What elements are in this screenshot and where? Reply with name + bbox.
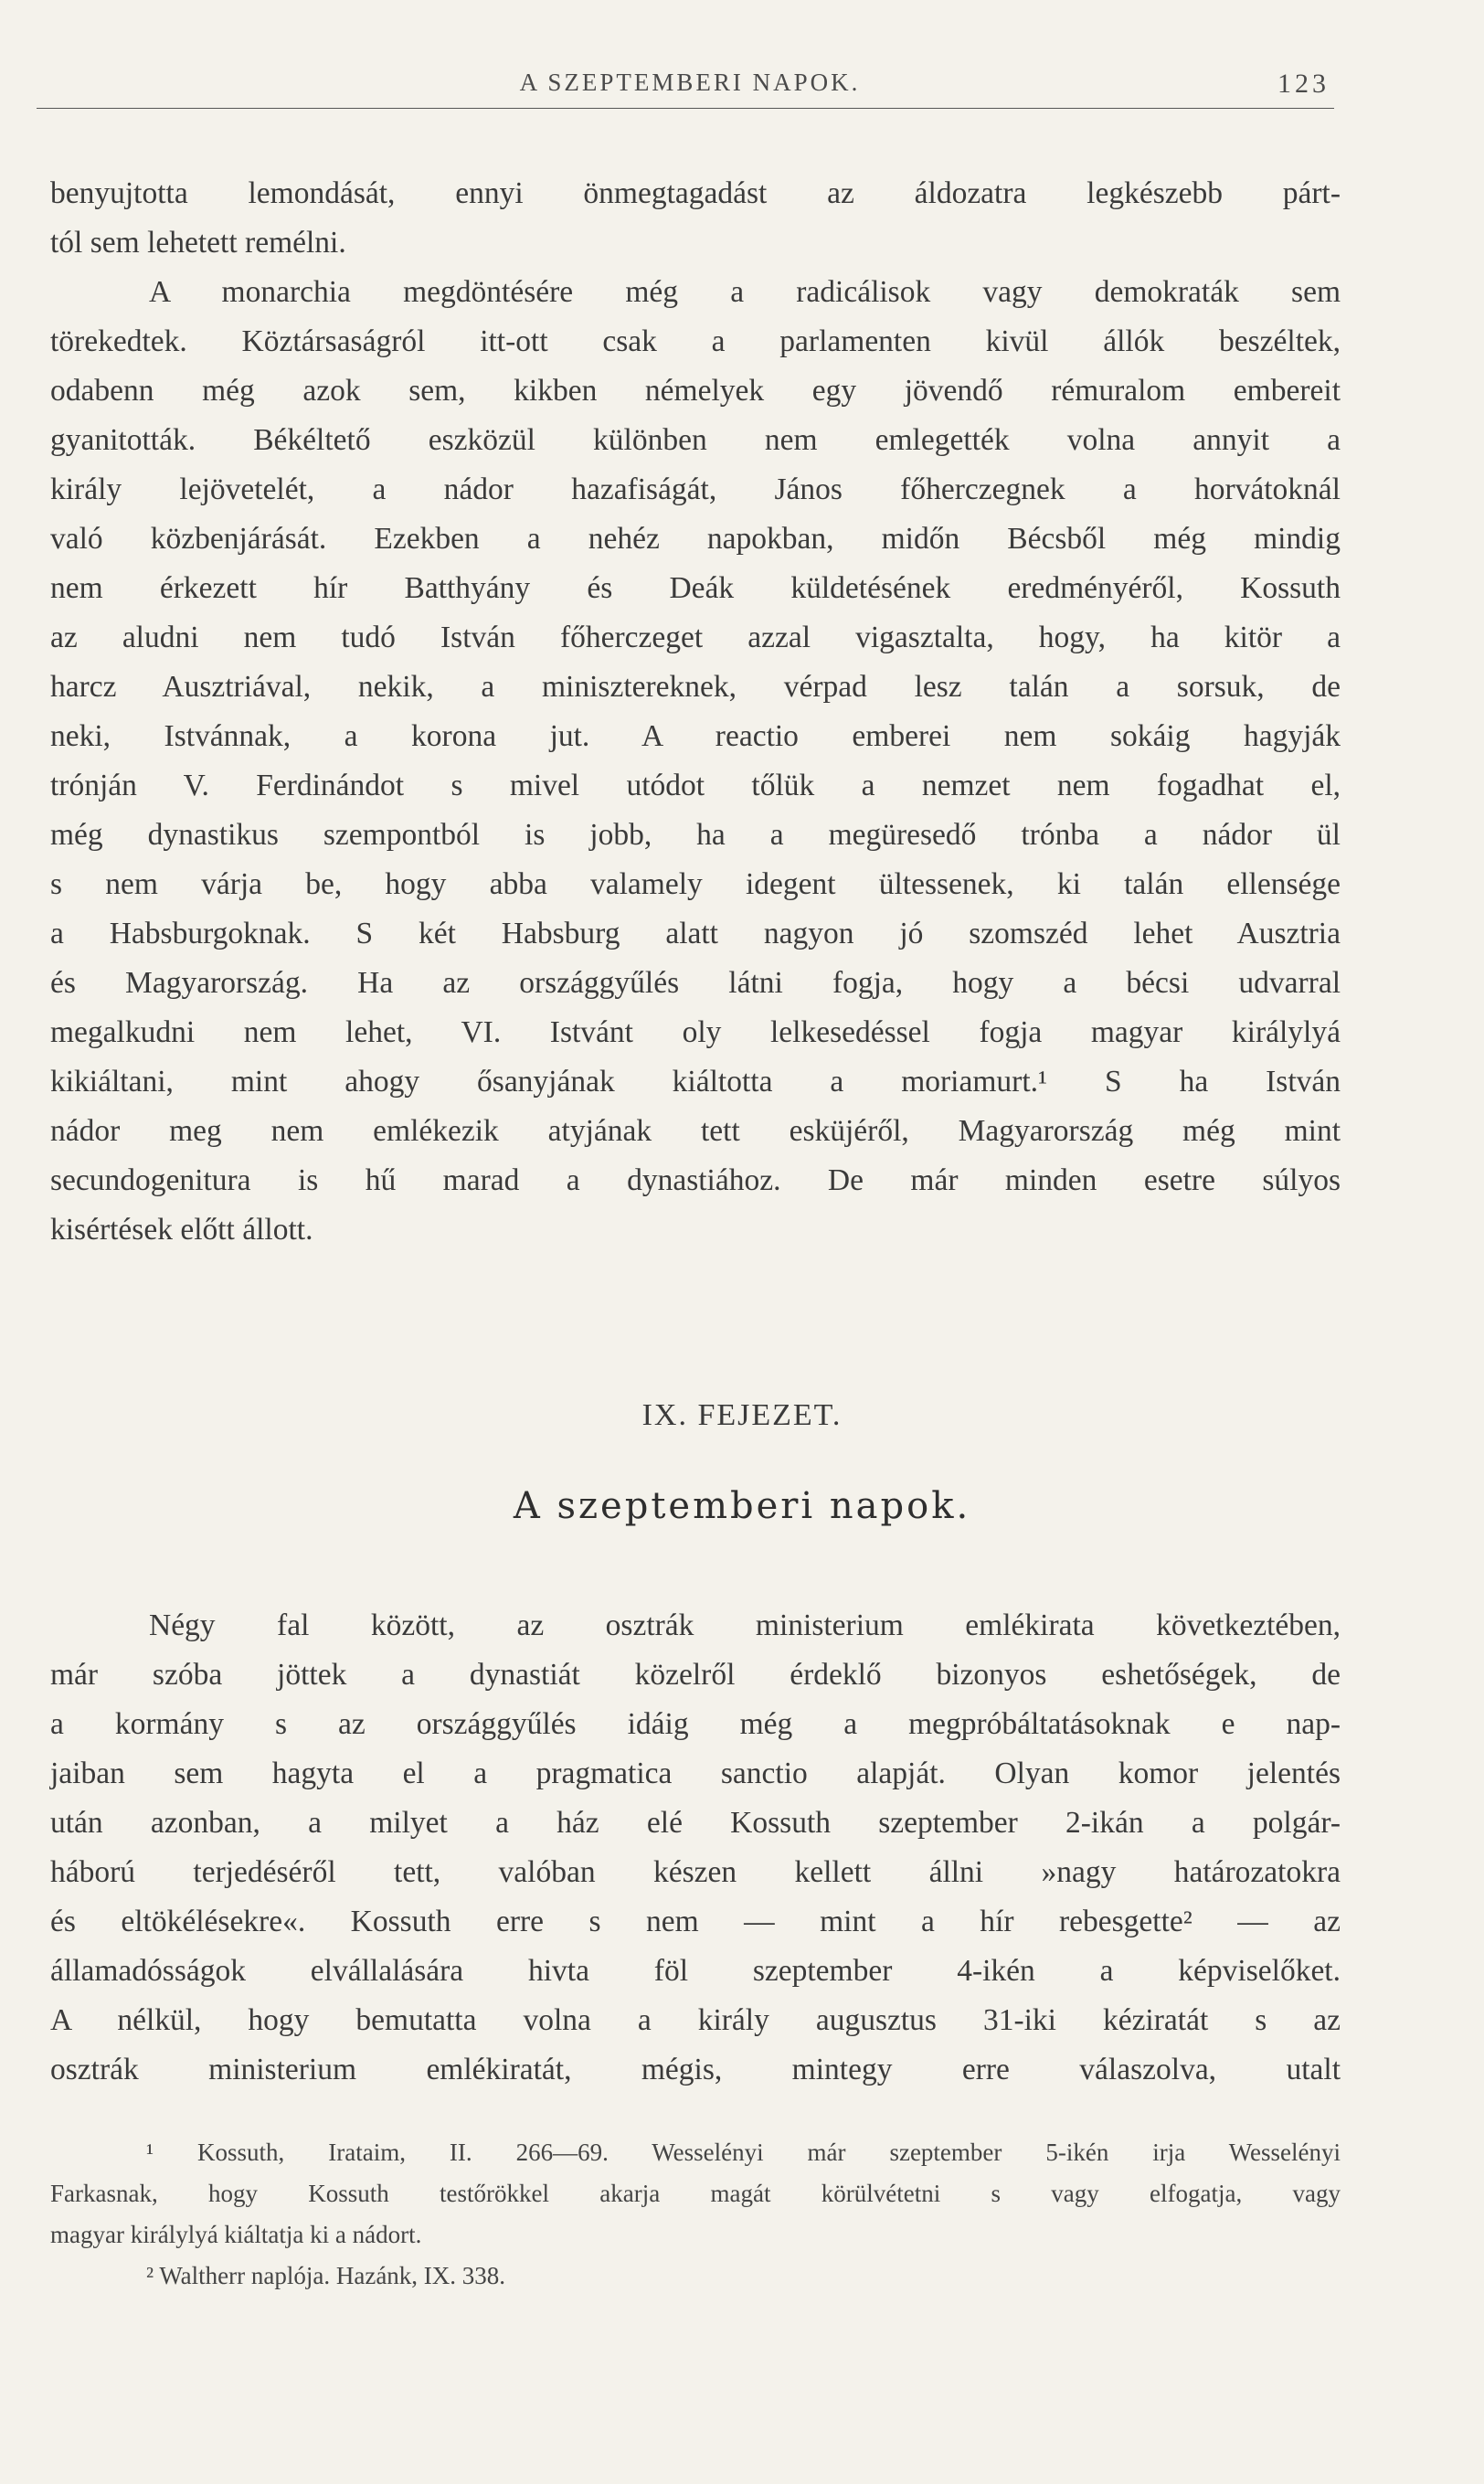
text-line: A nélkül, hogy bemutatta volna a király augusztus 31-iki kéziratát s az — [50, 2003, 1341, 2037]
text-line: már szóba jöttek a dynastiát közelről érdeklő bizonyos eshetőségek, de — [50, 1658, 1341, 1692]
text-line: s nem várja be, hogy abba valamely idegent ültessenek, ki talán ellensége — [50, 867, 1341, 901]
text-line: a Habsburgoknak. S két Habsburg alatt nagyon jó szomszéd lehet Ausztria — [50, 917, 1341, 950]
footnote-line: ² Waltherr naplója. Hazánk, IX. 338. — [146, 2262, 506, 2289]
text-line: benyujtotta lemondását, ennyi önmegtagadást az áldozatra legkészebb párt- — [50, 176, 1341, 210]
header-rule — [37, 108, 1334, 109]
paragraph-negy-fal — [50, 1601, 1341, 2095]
footnotes — [50, 2132, 1341, 2297]
text-line: államadósságok elvállalására hivta föl szeptember 4-ikén a képviselőket. — [50, 1954, 1341, 1988]
text-line: odabenn még azok sem, kikben némelyek egy jövendő rémuralom embereit — [50, 374, 1341, 408]
text-line: háború terjedéséről tett, valóban készen kellett állni »nagy határozatokra — [50, 1855, 1341, 1889]
text-line: nádor meg nem emlékezik atyjának tett esküjéről, Magyarország még mint — [50, 1114, 1341, 1148]
text-line: és eltökélésekre«. Kossuth erre s nem — mint a hír rebesgette² — az — [50, 1905, 1341, 1938]
text-line: secundogenitura is hű marad a dynastiához. De már minden esetre súlyos — [50, 1163, 1341, 1197]
text-line: a kormány s az országgyűlés idáig még a megpróbáltatásoknak e nap- — [50, 1707, 1341, 1741]
text-line: jaiban sem hagyta el a pragmatica sanctio alapját. Olyan komor jelentés — [50, 1757, 1341, 1790]
footnote-line: ¹ Kossuth, Irataim, II. 266—69. Wesselényi már szeptember 5-ikén irja Wesselényi — [146, 2139, 1341, 2166]
text-line: kisértések előtt állott. — [50, 1213, 313, 1247]
paragraph-monarchia — [50, 268, 1341, 1255]
text-line: megalkudni nem lehet, VI. Istvánt oly lelkesedéssel fogja magyar királylyá — [50, 1015, 1341, 1049]
text-line: trónján V. Ferdinándot s mivel utódot tőlük a nemzet nem fogadhat el, — [50, 769, 1341, 802]
text-line: Négy fal között, az osztrák ministerium emlékirata következtében, — [149, 1608, 1341, 1642]
text-line: és Magyarország. Ha az országgyűlés látni fogja, hogy a bécsi udvarral — [50, 966, 1341, 1000]
running-title: A SZEPTEMBERI NAPOK. — [519, 69, 861, 96]
text-line: A monarchia megdöntésére még a radicálisok vagy demokraták sem — [149, 275, 1341, 309]
text-line: való közbenjárását. Ezekben a nehéz napokban, midőn Bécsből még mindig — [50, 522, 1341, 556]
text-line: osztrák ministerium emlékiratát, mégis, mintegy erre válaszolva, utalt — [50, 2053, 1341, 2086]
text-line: után azonban, a milyet a ház elé Kossuth szeptember 2-ikán a polgár- — [50, 1806, 1341, 1840]
text-line: harcz Ausztriával, nekik, a minisztereknek, vérpad lesz talán a sorsuk, de — [50, 670, 1341, 704]
text-line: az aludni nem tudó István főherczeget azzal vigasztalta, hogy, ha kitör a — [50, 621, 1341, 654]
text-line: gyanitották. Békéltető eszközül különben nem emlegették volna annyit a — [50, 423, 1341, 457]
text-line: kikiáltani, mint ahogy ősanyjának kiáltotta a moriamurt.¹ S ha István — [50, 1065, 1341, 1099]
footnote-line: magyar királylyá kiáltatja ki a nádort. — [50, 2221, 422, 2248]
text-line: király lejövetelét, a nádor hazafiságát, János főherczegnek a horvátoknál — [50, 472, 1341, 506]
text-line: tól sem lehetett remélni. — [50, 226, 346, 260]
page-number: 123 — [1277, 69, 1330, 99]
chapter-number: IX. FEJEZET. — [641, 1398, 843, 1432]
paragraph-continuation — [50, 169, 1341, 268]
text-line: még dynastikus szempontból is jobb, ha a megüresedő trónba a nádor ül — [50, 818, 1341, 852]
text-line: neki, Istvánnak, a korona jut. A reactio emberei nem sokáig hagyják — [50, 719, 1341, 753]
text-line: nem érkezett hír Batthyány és Deák küldetésének eredményéről, Kossuth — [50, 571, 1341, 605]
chapter-title: A szeptemberi napok. — [513, 1485, 971, 1527]
footnote-line: Farkasnak, hogy Kossuth testőrökkel akarja magát körülvétetni s vagy elfogatja, vagy — [50, 2180, 1341, 2207]
text-line: törekedtek. Köztársaságról itt-ott csak a parlamenten kivül állók beszéltek, — [50, 324, 1341, 358]
